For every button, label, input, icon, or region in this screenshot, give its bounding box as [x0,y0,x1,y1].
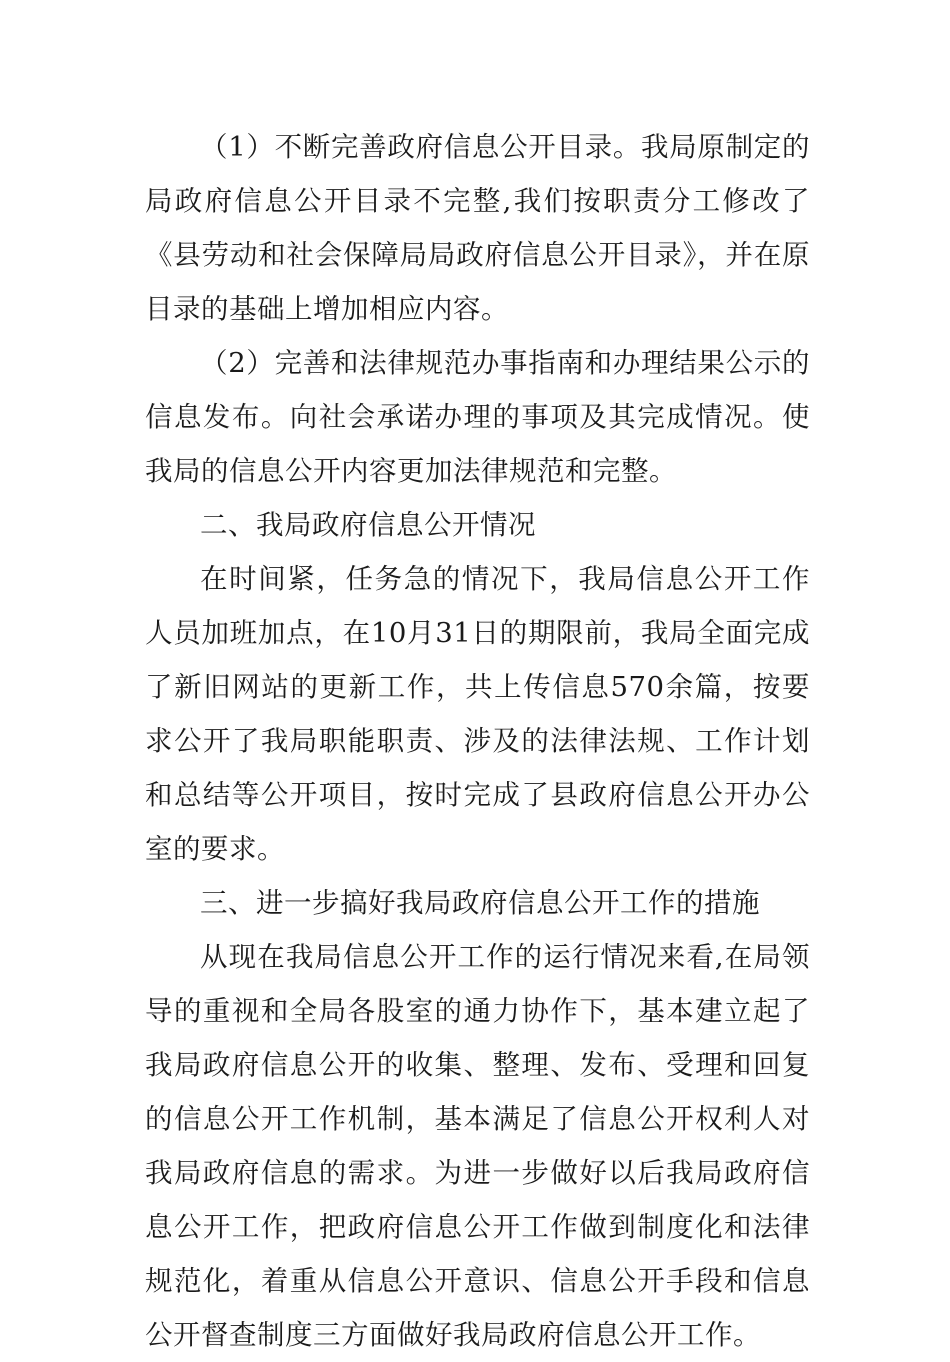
section-heading-measures: 三、进一步搞好我局政府信息公开工作的措施 [200,887,760,919]
paragraph-measures: 从现在我局信息公开工作的运行情况来看,在局领导的重视和全局各股室的通力协作下，基本建立起了我局政府信息公开的收集、整理、发布、受理和回复的信息公开工作机制，基本满足了信息公开权利人对我局政府信息的需求。为进一步做好以后我局政府信息公开工作，把政府信息公开工作做到制度化和法律规范化，着重从信息公开意识、信息公开手段和信息公开督查制度三方面做好我局政府信息公开工作。 [145,941,810,1351]
paragraph-disclosure-status: 在时间紧，任务急的情况下，我局信息公开工作人员加班加点，在10月31日的期限前，我局全面完成了新旧网站的更新工作，共上传信息570余篇，按要求公开了我局职能职责、涉及的法律法规、工作计划和总结等公开项目，按时完成了县政府信息公开办公室的要求。 [145,563,810,865]
paragraph-catalog-improvement: （1）不断完善政府信息公开目录。我局原制定的局政府信息公开目录不完整,我们按职责分工修改了《县劳动和社会保障局局政府信息公开目录》，并在原目录的基础上增加相应内容。 [145,131,810,325]
section-heading-disclosure-status: 二、我局政府信息公开情况 [200,509,536,541]
document-body [145,120,810,1362]
paragraph-guide-standardization: （2）完善和法律规范办事指南和办理结果公示的信息发布。向社会承诺办理的事项及其完成情况。使我局的信息公开内容更加法律规范和完整。 [145,347,810,487]
